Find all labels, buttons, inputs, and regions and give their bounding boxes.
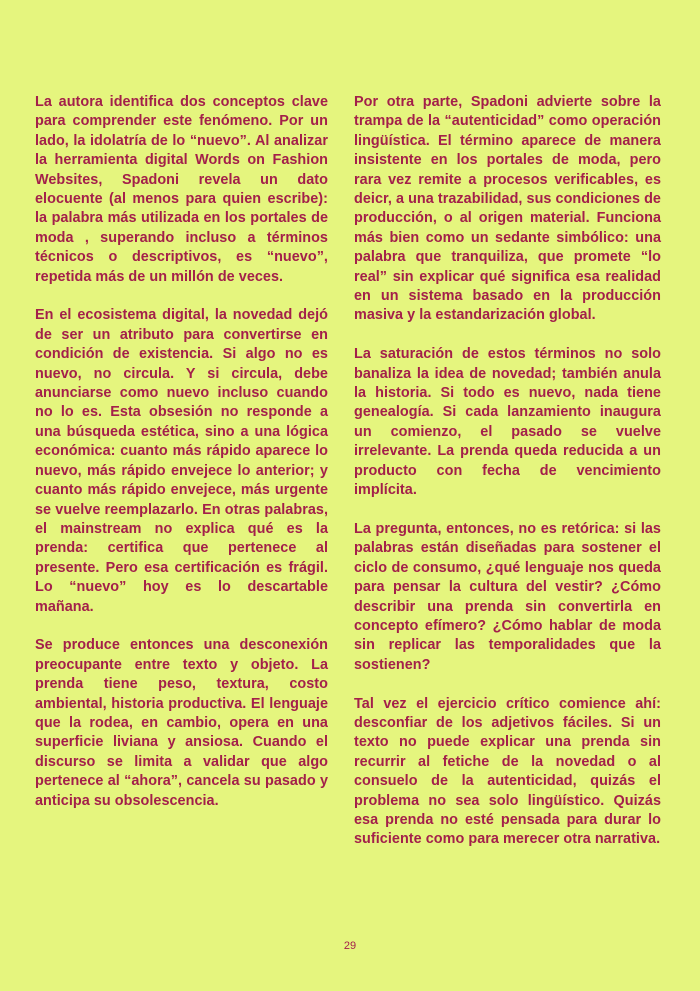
paragraph-left-3: Se produce entonces una desconexión preocupante entre texto y objeto. La prenda tiene peso, textura, costo ambiental, historia productiva. El lenguaje que la rodea, en cambio, opera en una superficie liviana y ansiosa. Cuando el discurso se limita a validar que algo pertenece al “ahora”, cancela su pasado y anticipa su obsolescencia. (35, 637, 328, 809)
paragraph-right-1: Por otra parte, Spadoni advierte sobre la trampa de la “autenticidad” como operación lingüística. El término aparece de manera insistente en los portales de moda, pero rara vez remite a procesos verificables, es deicr, a una trazabilidad, sus condiciones de producción, o al origen material. Funciona más bien como un sedante simbólico: una palabra que tranquiliza, que promete “lo real” sin explicar qué significa esa realidad en un sistema basado en la producción masiva y la estandarización global. (354, 94, 661, 324)
paragraph-left-1: La autora identifica dos conceptos clave para comprender este fenómeno. Por un lado, la idolatría de lo “nuevo”. Al analizar la herramienta digital Words on Fashion Websites, Spadoni revela un dato elocuente (al menos para quien escribe): la palabra más utilizada en los portales de moda , superando incluso a términos técnicos o descriptivos, es “nuevo”, repetida más de un millón de veces. (35, 94, 328, 285)
paragraph-right-3: La pregunta, entonces, no es retórica: si las palabras están diseñadas para sostener el ciclo de consumo, ¿qué lenguaje nos queda para pensar la cultura del vestir? ¿Cómo describir una prenda sin convertirla en concepto efímero? ¿Cómo hablar de moda sin replicar las temporalidades que la sostienen? (354, 520, 661, 673)
paragraph-right-2: La saturación de estos términos no solo banaliza la idea de novedad; también anula la historia. Si todo es nuevo, nada tiene genealogía. Si cada lanzamiento inaugura un comienzo, el pasado se vuelve irrelevante. La prenda queda reducida a un producto con fecha de vencimiento implícita. (354, 346, 661, 499)
paragraph-right-4: Tal vez el ejercicio crítico comience ahí: desconfiar de los adjetivos fáciles. Si un texto no puede explicar una prenda sin recurrir al fetiche de la novedad o al consuelo de la autenticidad, quizás el problema no sea solo lingüístico. Quizás esa prenda no esté pensada para durar lo suficiente como para merecer otra narrativa. (354, 695, 661, 848)
paragraph-left-2: En el ecosistema digital, la novedad dejó de ser un atributo para convertirse en condición de existencia. Si algo no es nuevo, no circula. Y si circula, debe anunciarse como nuevo incluso cuando no lo es. Esta obsesión no responde a una búsqueda estética, sino a una lógica económica: cuanto más rápido aparece lo nuevo, más rápido envejece lo anterior; y cuanto más rápido envejece, más urgente se vuelve reemplazarlo. En otras palabras, el mainstream no explica qué es la prenda: certifica que pertenece al presente. Pero esa certificación es frágil. Lo “nuevo” hoy es lo descartable mañana. (35, 307, 328, 615)
right-column (354, 93, 661, 869)
left-column (35, 93, 328, 830)
page-number: 29 (343, 940, 357, 952)
